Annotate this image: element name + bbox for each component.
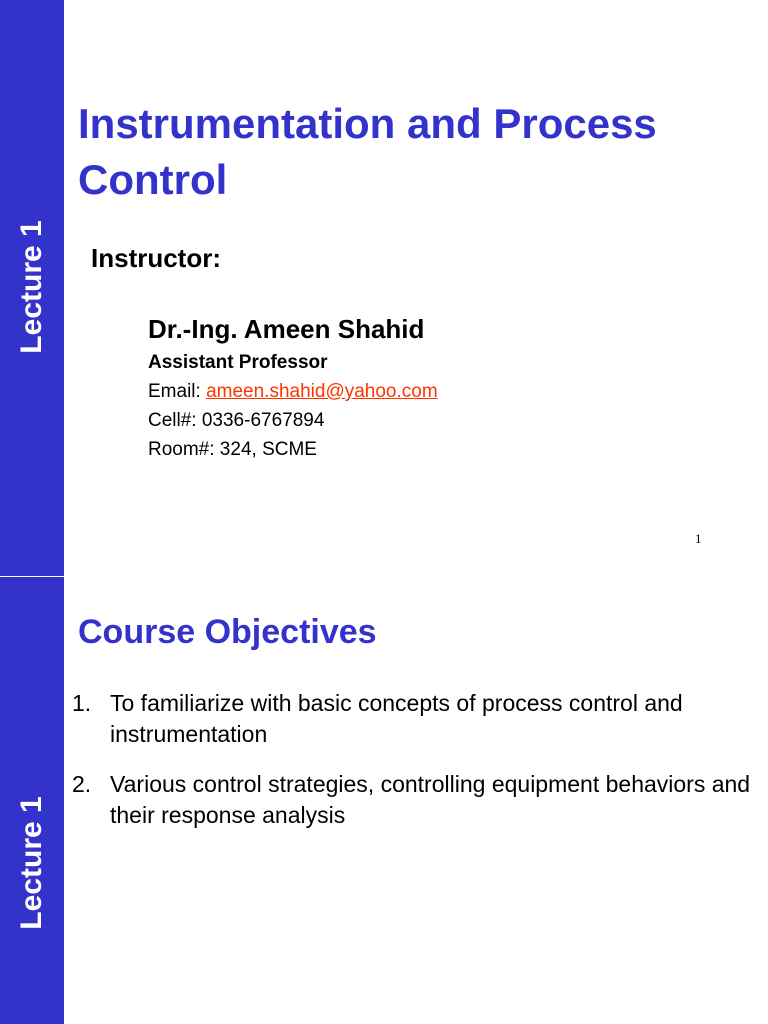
list-item-text: To familiarize with basic concepts of process control and instrumentation — [110, 690, 683, 747]
slide-2 — [0, 576, 768, 1024]
slide-title: Course Objectives — [78, 613, 377, 651]
instructor-role: Assistant Professor — [148, 352, 328, 373]
instructor-label: Instructor: — [91, 243, 221, 273]
room-line: Room#: 324, SCME — [148, 439, 317, 460]
email-line — [148, 381, 438, 403]
cell-line: Cell#: 0336-6767894 — [148, 410, 325, 431]
list-item-text: Various control strategies, controlling equipment behaviors and their response analysis — [110, 771, 751, 828]
page-number: 1 — [695, 531, 702, 546]
email-link[interactable]: ameen.shahid@yahoo.com — [206, 381, 438, 402]
list-item — [72, 769, 762, 831]
side-bar — [0, 0, 64, 576]
lecture-label: Lecture 1 — [15, 796, 48, 930]
list-item-number: 1. — [72, 690, 92, 716]
list-item-number: 2. — [72, 771, 92, 797]
list-item — [72, 688, 762, 750]
objectives-list — [72, 688, 762, 850]
slide-title: Instrumentation and Process Control — [78, 100, 657, 203]
email-label: Email: — [148, 381, 207, 402]
lecture-label: Lecture 1 — [15, 220, 48, 354]
instructor-name: Dr.-Ing. Ameen Shahid — [148, 314, 425, 344]
side-bar — [0, 576, 64, 1024]
